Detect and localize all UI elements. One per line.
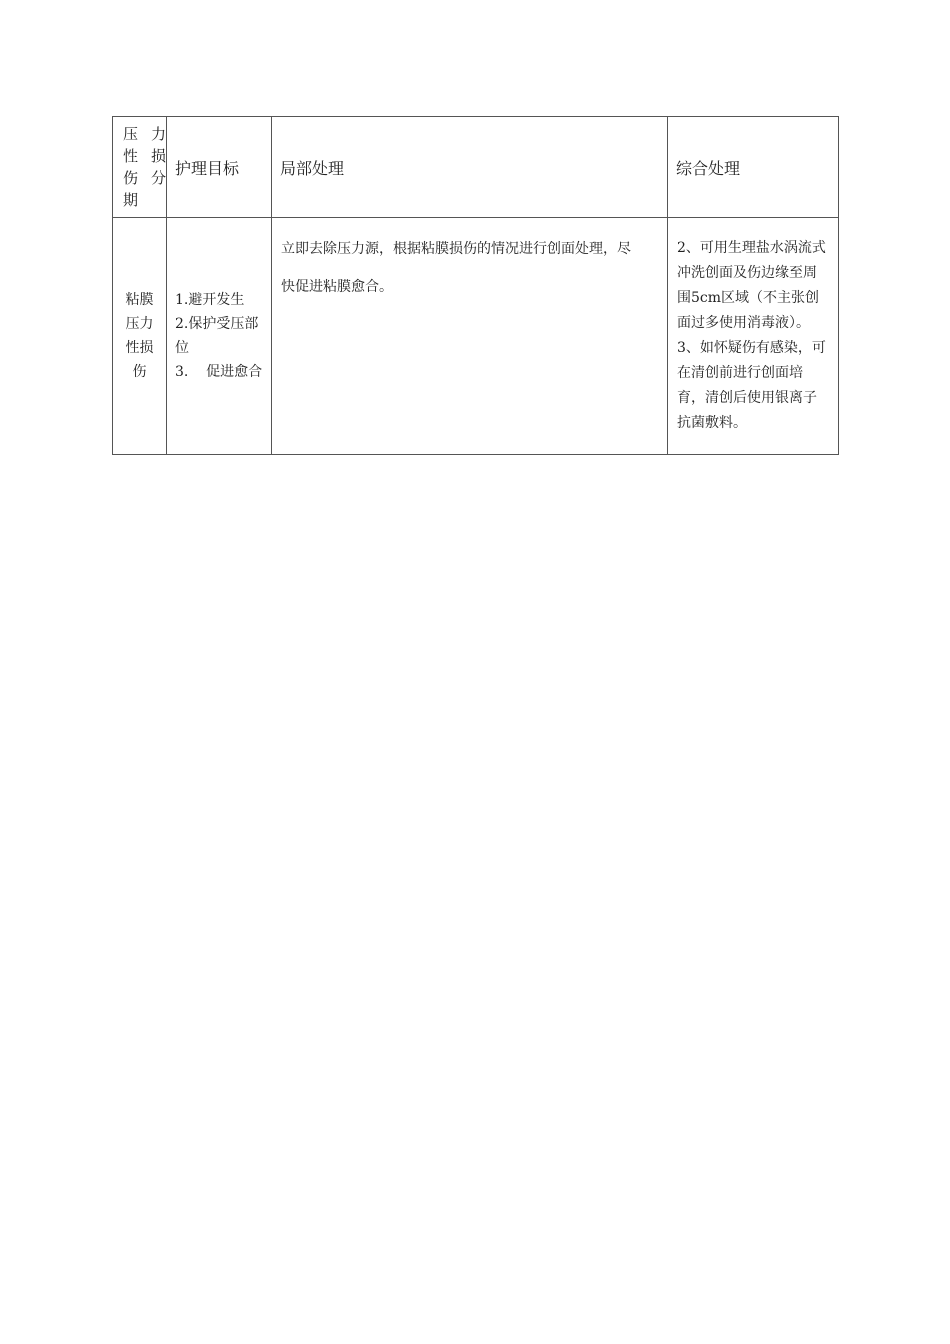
overall-line: 3、如怀疑伤有感染，可 (677, 340, 826, 356)
local-line: 立即去除压力源，根据粘膜损伤的情况进行创面处理，尽 (281, 241, 631, 257)
local-line: 快促进粘膜愈合。 (281, 279, 393, 295)
header-stage-char: 伤 (123, 169, 139, 187)
header-stage-char: 期 (123, 191, 139, 209)
overall-line: 抗菌敷料。 (677, 415, 747, 431)
overall-line: 面过多使用消毒液）。 (677, 315, 810, 331)
header-local-cell: 局部处理 (272, 117, 668, 218)
overall-line: 育，清创后使用银离子 (677, 390, 817, 406)
header-stage-char: 压 (123, 125, 139, 143)
overall-line: 冲洗创面及伤边缘至周 (677, 265, 817, 281)
table-header-row (113, 117, 839, 218)
overall-treatment-cell (668, 218, 839, 455)
overall-line: 围5cm区域（不主张创 (677, 290, 820, 306)
goal-line: 1.避开发生 (175, 292, 245, 308)
goal-line: 3. 促进愈合 (175, 364, 263, 380)
header-stage-char: 性 (123, 147, 139, 165)
overall-line: 2、可用生理盐水涡流式 (677, 240, 826, 256)
stage-line: 性损 (125, 340, 154, 356)
header-overall-cell: 综合处理 (668, 117, 839, 218)
local-treatment-cell (272, 218, 668, 455)
header-stage-char: 损 (150, 147, 166, 165)
header-stage-char: 力 (150, 125, 166, 143)
header-stage-cell (113, 117, 167, 218)
overall-line: 在清创前进行创面培 (677, 365, 803, 381)
goal-cell (167, 218, 272, 455)
stage-cell (113, 218, 167, 455)
table-row (113, 218, 839, 455)
stage-line: 粘膜 (125, 292, 154, 308)
stage-line: 伤 (132, 364, 147, 380)
pressure-injury-care-table (112, 116, 839, 455)
header-goal-cell: 护理目标 (167, 117, 272, 218)
goal-line: 位 (175, 340, 189, 356)
stage-line: 压力 (125, 316, 154, 332)
header-stage-char: 分 (150, 169, 166, 187)
goal-line: 2.保护受压部 (175, 316, 259, 332)
